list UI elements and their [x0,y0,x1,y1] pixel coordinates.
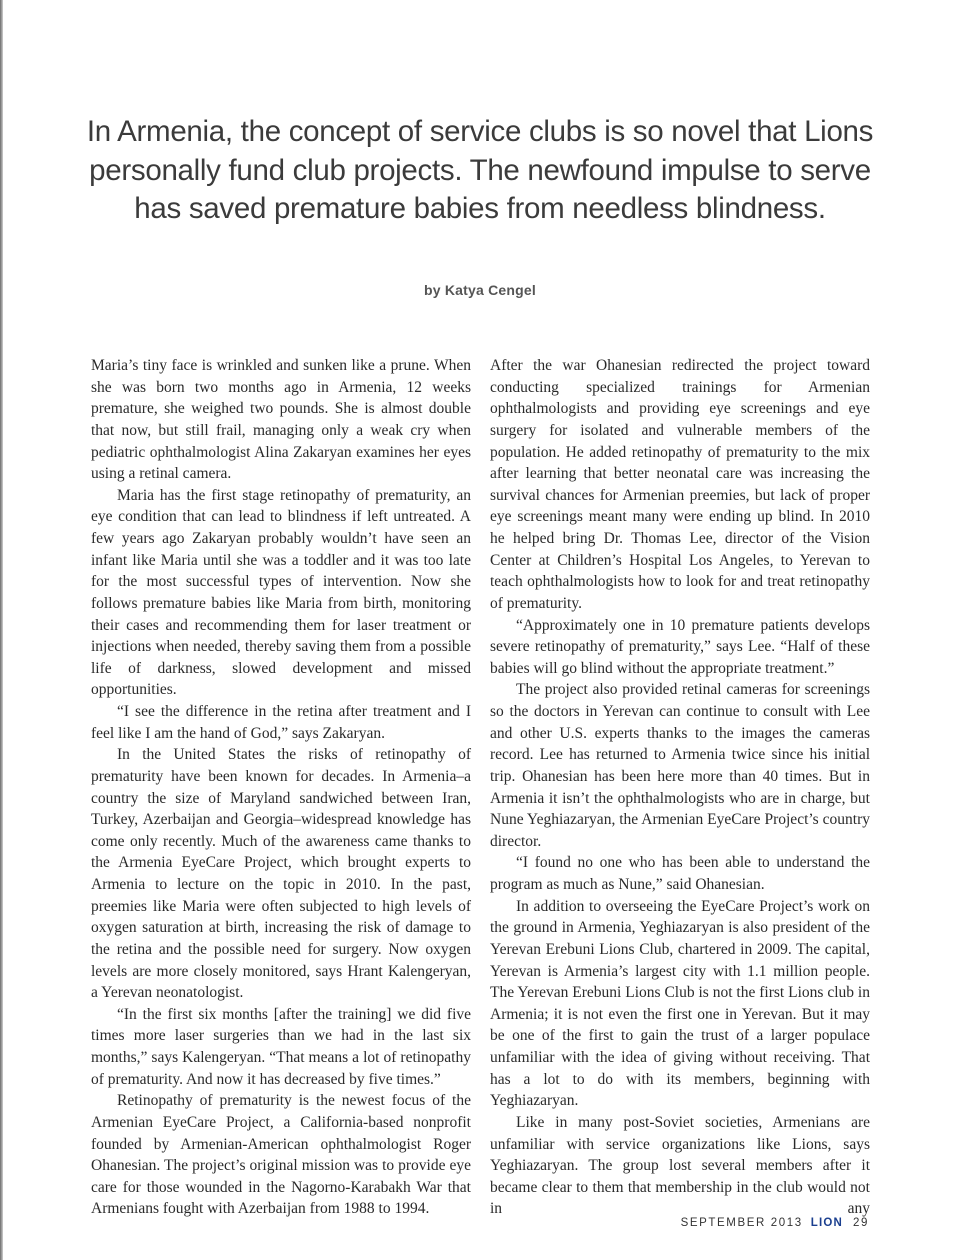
page-footer [681,1217,869,1229]
paragraph: “I see the difference in the retina after treatment and I feel like I am the hand of God,” says Zakaryan. [91,703,471,742]
byline: by Katya Cengel [424,282,536,298]
page-number: 29 [853,1217,869,1229]
paragraph: The project also provided retinal cameras for screenings so the doctors in Yerevan can continue to consult with Lee and other U.S. experts thanks to the images the cameras record. Lee has returned to Armenia twice since his initial trip. Ohanesian has been here more than 40 times. But in Armenia it isn’t the ophthalmologists who are in charge, but Nune Yeghiazaryan, the Armenian EyeCare Project’s country director. [490,681,870,850]
issue-date: SEPTEMBER 2013 [680,1217,803,1229]
paragraph: “Approximately one in 10 premature patients develops severe retinopathy of prematurity,” says Lee. “Half of these babies will go blind without the appropriate treatment.” [490,616,870,677]
right-column [490,355,870,1220]
left-column [91,355,471,1220]
paragraph: Maria’s tiny face is wrinkled and sunken like a prune. When she was born two months ago in Armenia, 12 weeks premature, she weighed two pounds. She is almost double that now, but still frail, managing only a weak cry when pediatric ophthalmologist Alina Zakaryan examines her eyes using a retinal camera. [91,357,471,483]
paragraph: “I found no one who has been able to understand the program as much as Nune,” said Ohanesian. [490,854,870,893]
paragraph: “In the first six months [after the training] we did five times more laser surgeries than we had in the last six months,” says Kalengeryan. “That means a lot of retinopathy of prematurity. And now it has decreased by five times.” [91,1005,471,1088]
paragraph: In the United States the risks of retinopathy of prematurity have been known for decades. In Armenia–a country the size of Maryland sandwiched between Iran, Turkey, Azerbaijan and Georgia–widespread knowledge has come only recently. Much of the awareness came thanks to the Armenia EyeCare Project, which brought experts to Armenia to lecture on the topic in 2010. In the past, preemies like Maria were often subjected to high levels of oxygen saturation at birth, increasing the risk of damage to the retina and the possible need for surgery. Now oxygen levels are more closely monitored, says Hrant Kalengeryan, a Yerevan neonatologist. [91,746,471,1002]
paragraph: In addition to overseeing the EyeCare Project’s work on the ground in Armenia, Yeghiazaryan is also president of the Yerevan Erebuni Lions Club, chartered in 2009. The capital, Yerevan is Armenia’s largest city with 1.1 million people. The Yerevan Erebuni Lions Club is not the first Lions club in Armenia; it is not even the first one in Yerevan. But it may be one of the first to gain the trust of a larger populace unfamiliar with the idea of giving without receiving. That has a lot to do with its members, beginning with Yeghiazaryan. [490,897,870,1110]
article-deck: In Armenia, the concept of service clubs is so novel that Lions personally fund club projects. The newfound impulse to serve has saved premature babies from needless blindness. [86,115,874,225]
paragraph: After the war Ohanesian redirected the project toward conducting specialized trainings for Armenian ophthalmologists and providing eye screenings and eye surgery for isolated and vulnerable members of the population. He added retinopathy of prematurity to the mix after learning that better neonatal care was increasing the survival chances for Armenian preemies, but lack of proper eye screenings meant many were ending up blind. In 2010 he helped bring Dr. Thomas Lee, director of the Vision Center at Children’s Hospital Los Angeles, to Yerevan to teach ophthalmologists how to look for and treat retinopathy of prematurity. [490,357,870,612]
page-edge [0,0,3,1260]
paragraph: Retinopathy of prematurity is the newest focus of the Armenian EyeCare Project, a California-based nonprofit founded by Armenian-American ophthalmologist Roger Ohanesian. The project’s original mission was to provide eye care for those wounded in the Nagorno-Karabakh War that Armenians fought with Azerbaijan from 1988 to 1994. [91,1092,471,1218]
paragraph: Maria has the first stage retinopathy of prematurity, an eye condition that can lead to blindness if left untreated. A few years ago Zakaryan probably wouldn’t have seen an infant like Maria until she was a toddler and it was too late for the most successful types of intervention. Now she follows premature babies like Maria from birth, monitoring their cases and recommending them for laser treatment or injections when needed, thereby saving them from a possible life of darkness, slowed development and missed opportunities. [91,486,471,699]
magazine-name: LION [810,1217,843,1229]
paragraph: Like in many post-Soviet societies, Armenians are unfamiliar with service organizations like Lions, says Yeghiazaryan. The group lost several members after it became clear to them that membership in the club would not in any [490,1113,870,1218]
